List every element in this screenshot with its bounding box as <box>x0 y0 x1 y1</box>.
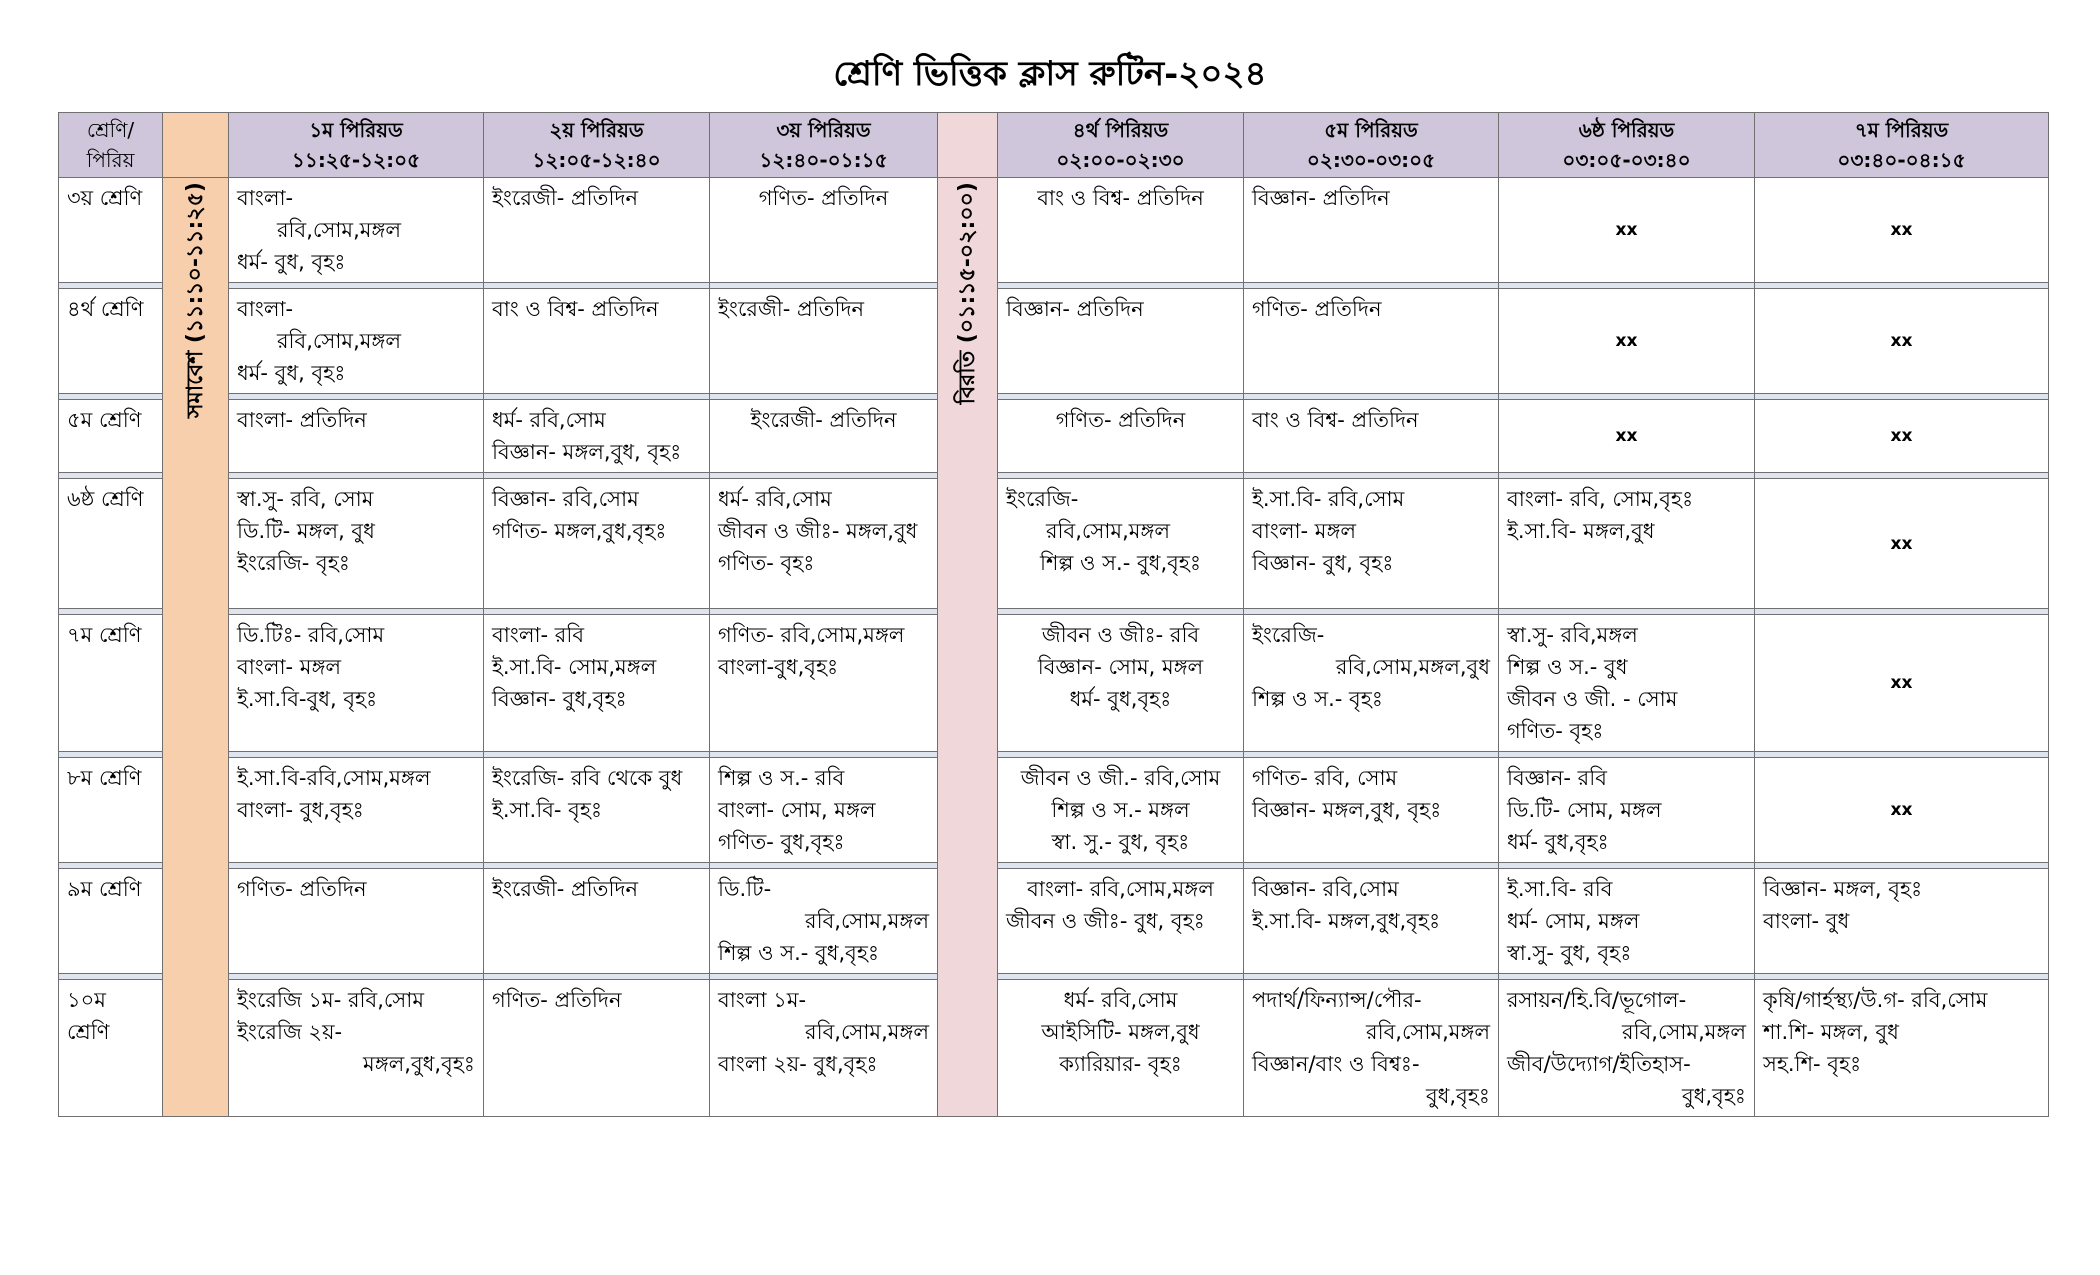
table-row <box>59 869 2049 974</box>
empty-slot: xx <box>1755 479 2049 609</box>
empty-slot: xx <box>1755 178 2049 283</box>
break-label: বিরতি (০১:১৫-০২:০০) <box>954 182 980 405</box>
class-name: ১০ম শ্রেণি <box>59 980 163 1117</box>
schedule-cell: কৃষি/গার্হস্থ্য/উ.গ- রবি,সোম শা.শি- মঙ্গল, বুধ সহ.শি- বৃহঃ <box>1755 980 2049 1117</box>
assembly-label: সমাবেশ (১১:১০-১১:২৫) <box>182 182 208 418</box>
schedule-cell: বাং ও বিশ্ব- প্রতিদিন <box>484 289 710 394</box>
schedule-cell: গণিত- প্রতিদিন <box>710 178 938 283</box>
period-4-header: ৪র্থ পিরিয়ড ০২:০০-০২:৩০ <box>998 113 1244 178</box>
schedule-cell: ইংরেজী- প্রতিদিন <box>710 289 938 394</box>
schedule-cell: স্বা.সু- রবি,মঙ্গল শিল্প ও স.- বুধ জীবন ও জী. - সোম গণিত- বৃহঃ <box>1499 615 1755 752</box>
empty-slot: xx <box>1755 758 2049 863</box>
header-row <box>59 113 2049 178</box>
schedule-cell: ইংরেজি- রবি,সোম,মঙ্গল শিল্প ও স.- বুধ,বৃহঃ <box>998 479 1244 609</box>
break-header <box>938 113 998 178</box>
schedule-cell: ধর্ম- রবি,সোম আইসিটি- মঙ্গল,বুধ ক্যারিয়ার- বৃহঃ <box>998 980 1244 1117</box>
schedule-cell: ধর্ম- রবি,সোম জীবন ও জীঃ- মঙ্গল,বুধ গণিত- বৃহঃ <box>710 479 938 609</box>
schedule-cell: পদার্থ/ফিন্যান্স/পৌর- রবি,সোম,মঙ্গল বিজ্ঞান/বাং ও বিশ্বঃ- বুধ,বৃহঃ <box>1244 980 1499 1117</box>
schedule-cell: ডি.টি- রবি,সোম,মঙ্গল শিল্প ও স.- বুধ,বৃহঃ <box>710 869 938 974</box>
schedule-cell: ইংরেজি- রবি থেকে বুধ ই.সা.বি- বৃহঃ <box>484 758 710 863</box>
schedule-cell: বাংলা- রবি,সোম,মঙ্গল জীবন ও জীঃ- বুধ, বৃহঃ <box>998 869 1244 974</box>
schedule-cell: জীবন ও জী.- রবি,সোম শিল্প ও স.- মঙ্গল স্বা. সু.- বুধ, বৃহঃ <box>998 758 1244 863</box>
table-row <box>59 980 2049 1117</box>
empty-slot: xx <box>1755 289 2049 394</box>
class-name: ৩য় শ্রেণি <box>59 178 163 283</box>
schedule-cell: শিল্প ও স.- রবি বাংলা- সোম, মঙ্গল গণিত- বুধ,বৃহঃ <box>710 758 938 863</box>
schedule-cell: ইংরেজী- প্রতিদিন <box>710 400 938 473</box>
empty-slot: xx <box>1499 400 1755 473</box>
schedule-cell: বিজ্ঞান- রবি ডি.টি- সোম, মঙ্গল ধর্ম- বুধ,বৃহঃ <box>1499 758 1755 863</box>
table-row <box>59 289 2049 394</box>
period-7-header: ৭ম পিরিয়ড ০৩:৪০-০৪:১৫ <box>1755 113 2049 178</box>
class-name: ৫ম শ্রেণি <box>59 400 163 473</box>
schedule-cell: ইংরেজী- প্রতিদিন <box>484 869 710 974</box>
table-row <box>59 479 2049 609</box>
empty-slot: xx <box>1499 178 1755 283</box>
schedule-cell: স্বা.সু- রবি, সোম ডি.টি- মঙ্গল, বুধ ইংরেজি- বৃহঃ <box>229 479 484 609</box>
schedule-cell: বাংলা- রবি, সোম,বৃহঃ ই.সা.বি- মঙ্গল,বুধ <box>1499 479 1755 609</box>
period-5-header: ৫ম পিরিয়ড ০২:৩০-০৩:০৫ <box>1244 113 1499 178</box>
schedule-cell: বাং ও বিশ্ব- প্রতিদিন <box>998 178 1244 283</box>
schedule-cell: রসায়ন/হি.বি/ভূগোল- রবি,সোম,মঙ্গল জীব/উদ্যোগ/ইতিহাস- বুধ,বৃহঃ <box>1499 980 1755 1117</box>
table-row <box>59 615 2049 752</box>
empty-slot: xx <box>1499 289 1755 394</box>
class-routine-table <box>58 112 2049 1117</box>
page-title: শ্রেণি ভিত্তিক ক্লাস রুটিন-২০২৪ <box>833 54 1267 94</box>
schedule-cell: ই.সা.বি- রবি,সোম বাংলা- মঙ্গল বিজ্ঞান- বুধ, বৃহঃ <box>1244 479 1499 609</box>
schedule-cell: বাংলা- প্রতিদিন <box>229 400 484 473</box>
period-3-header: ৩য় পিরিয়ড ১২:৪০-০১:১৫ <box>710 113 938 178</box>
schedule-cell: বিজ্ঞান- রবি,সোম ই.সা.বি- মঙ্গল,বুধ,বৃহঃ <box>1244 869 1499 974</box>
empty-slot: xx <box>1755 400 2049 473</box>
schedule-cell: গণিত- প্রতিদিন <box>484 980 710 1117</box>
schedule-cell: বিজ্ঞান- প্রতিদিন <box>998 289 1244 394</box>
assembly-column <box>163 178 229 1117</box>
class-name: ৬ষ্ঠ শ্রেণি <box>59 479 163 609</box>
schedule-cell: বাংলা- রবি,সোম,মঙ্গল ধর্ম- বুধ, বৃহঃ <box>229 289 484 394</box>
schedule-cell: গণিত- রবি, সোম বিজ্ঞান- মঙ্গল,বুধ, বৃহঃ <box>1244 758 1499 863</box>
schedule-cell: বাংলা- রবি ই.সা.বি- সোম,মঙ্গল বিজ্ঞান- বুধ,বৃহঃ <box>484 615 710 752</box>
schedule-cell: গণিত- প্রতিদিন <box>229 869 484 974</box>
schedule-cell: ই.সা.বি- রবি ধর্ম- সোম, মঙ্গল স্বা.সু- বুধ, বৃহঃ <box>1499 869 1755 974</box>
schedule-cell: জীবন ও জীঃ- রবি বিজ্ঞান- সোম, মঙ্গল ধর্ম- বুধ,বৃহঃ <box>998 615 1244 752</box>
table-row <box>59 758 2049 863</box>
class-name: ৮ম শ্রেণি <box>59 758 163 863</box>
schedule-cell: গণিত- প্রতিদিন <box>1244 289 1499 394</box>
class-name: ৯ম শ্রেণি <box>59 869 163 974</box>
schedule-cell: ধর্ম- রবি,সোম বিজ্ঞান- মঙ্গল,বুধ, বৃহঃ <box>484 400 710 473</box>
empty-slot: xx <box>1755 615 2049 752</box>
class-column-header: শ্রেণি/ পিরিয় <box>59 113 163 178</box>
period-2-header: ২য় পিরিয়ড ১২:০৫-১২:৪০ <box>484 113 710 178</box>
schedule-cell: বাংলা- রবি,সোম,মঙ্গল ধর্ম- বুধ, বৃহঃ <box>229 178 484 283</box>
schedule-cell: বাং ও বিশ্ব- প্রতিদিন <box>1244 400 1499 473</box>
class-name: ৪র্থ শ্রেণি <box>59 289 163 394</box>
schedule-cell: ডি.টিঃ- রবি,সোম বাংলা- মঙ্গল ই.সা.বি-বুধ, বৃহঃ <box>229 615 484 752</box>
schedule-cell: গণিত- রবি,সোম,মঙ্গল বাংলা-বুধ,বৃহঃ <box>710 615 938 752</box>
schedule-cell: বিজ্ঞান- প্রতিদিন <box>1244 178 1499 283</box>
schedule-cell: গণিত- প্রতিদিন <box>998 400 1244 473</box>
period-6-header: ৬ষ্ঠ পিরিয়ড ০৩:০৫-০৩:৪০ <box>1499 113 1755 178</box>
schedule-cell: ইংরেজি- রবি,সোম,মঙ্গল,বুধ শিল্প ও স.- বৃহঃ <box>1244 615 1499 752</box>
schedule-cell: বিজ্ঞান- মঙ্গল, বৃহঃ বাংলা- বুধ <box>1755 869 2049 974</box>
schedule-cell: ই.সা.বি-রবি,সোম,মঙ্গল বাংলা- বুধ,বৃহঃ <box>229 758 484 863</box>
break-column <box>938 178 998 1117</box>
schedule-cell: ইংরেজী- প্রতিদিন <box>484 178 710 283</box>
schedule-cell: বাংলা ১ম- রবি,সোম,মঙ্গল বাংলা ২য়- বুধ,বৃহঃ <box>710 980 938 1117</box>
class-name: ৭ম শ্রেণি <box>59 615 163 752</box>
table-row <box>59 178 2049 283</box>
schedule-cell: ইংরেজি ১ম- রবি,সোম ইংরেজি ২য়- মঙ্গল,বুধ,বৃহঃ <box>229 980 484 1117</box>
assembly-header <box>163 113 229 178</box>
table-row <box>59 400 2049 473</box>
period-1-header: ১ম পিরিয়ড ১১:২৫-১২:০৫ <box>229 113 484 178</box>
schedule-cell: বিজ্ঞান- রবি,সোম গণিত- মঙ্গল,বুধ,বৃহঃ <box>484 479 710 609</box>
